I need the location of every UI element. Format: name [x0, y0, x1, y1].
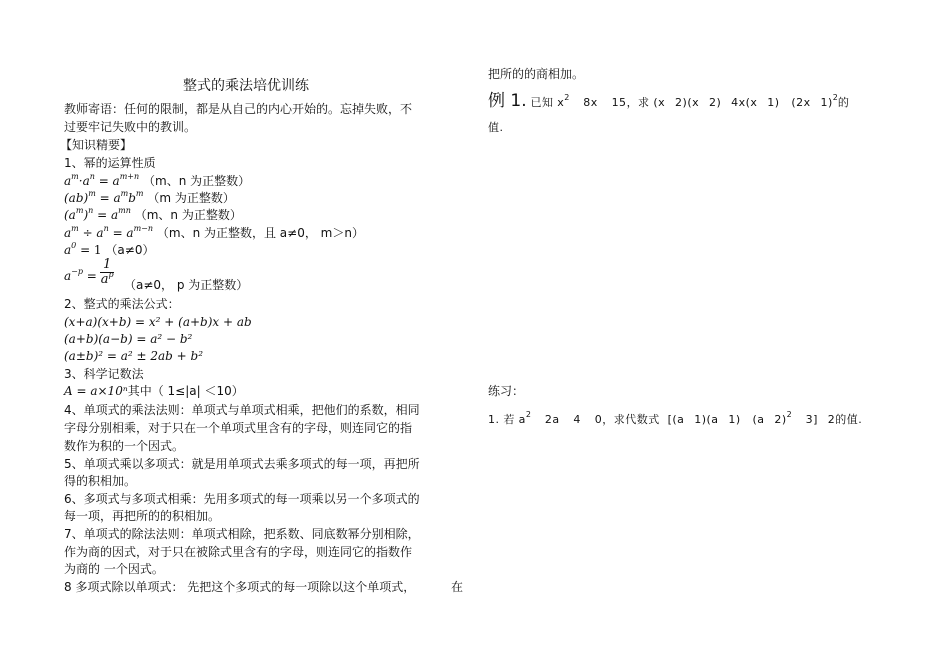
rule-6-line-2: 每一项，再把所的的积相加。	[64, 509, 221, 523]
q1-expr-1: [(a	[667, 413, 685, 426]
example-eq-b: 8x	[583, 96, 598, 109]
rule-4-line-2: 字母分别相乘，对于只在一个单项式里含有的字母，则连同它的指	[64, 421, 413, 435]
power-rule-5	[64, 242, 154, 258]
example-expr-g: 1)	[820, 96, 833, 109]
sci-formula: A = a×10ⁿ	[64, 384, 128, 398]
power-rules-heading: 1、幂的运算性质	[64, 156, 156, 170]
rule4-exp-3: m−n	[133, 224, 154, 233]
example-eq-a: x	[557, 96, 565, 109]
example-expr-f: (2x	[791, 96, 811, 109]
q1-expr-3: 1)	[728, 413, 741, 426]
example-1	[488, 93, 849, 111]
q1-expr-7: 2	[827, 413, 836, 426]
rule1-exp-m: m	[71, 172, 79, 181]
example-label: 例 1.	[488, 91, 527, 111]
rule-5-line-2: 得的积相加。	[64, 474, 137, 488]
rule4-mid: ÷ a	[78, 226, 104, 240]
power-rule-3	[64, 207, 242, 223]
example-ask: ，求	[626, 96, 650, 109]
rule-6-line-1: 6、多项式与多项式相乘：先用多项式的每一项乘以另一个多项式的	[64, 492, 420, 506]
rule5-note: （a≠0）	[105, 243, 155, 257]
product-formulas-heading: 2、整式的乘法公式：	[64, 297, 180, 311]
rule2-exp-3: m	[135, 189, 144, 198]
rule-7-line-1: 7、单项式的除法法则：单项式相除，把系数、同底数幂分别相除，	[64, 527, 420, 541]
example-expr-a: (x	[653, 96, 666, 109]
q1-expr-4: (a	[752, 413, 765, 426]
example-expr-c: 2)	[708, 96, 722, 109]
formula-1: (x+a)(x+b) = x² + (a+b)x + ab	[64, 315, 252, 329]
rule-7-line-3: 为商的 一个因式。	[64, 562, 164, 576]
rule5-formula: a	[64, 243, 72, 257]
rule3-mid: )	[83, 208, 89, 222]
rule3-formula: (a	[64, 208, 76, 222]
q1-ask: ，求代数式	[602, 413, 660, 426]
practice-heading: 练习：	[488, 384, 525, 398]
q1-c: 4	[573, 413, 581, 426]
rule-8-line-1: 8 多项式除以单项式： 先把这个多项式的每一项除以这个单项式，	[64, 580, 416, 594]
rule6-eq: =	[82, 269, 97, 283]
rule-5-line-1: 5、单项式乘以多项式：就是用单项式去乘多项式的每一项，再把所	[64, 457, 420, 471]
rule2-eq: = a	[95, 191, 121, 205]
fraction-numerator: 1	[100, 258, 114, 273]
rule2-mid: b	[128, 191, 136, 205]
rule3-note: （m、n 为正整数）	[134, 208, 242, 222]
rule1-note: （m、n 为正整数）	[143, 174, 251, 188]
rule3-exp-1: m	[75, 206, 84, 215]
rule6-lhs: a	[64, 269, 72, 283]
rule4-exp-1: m	[71, 224, 79, 233]
rule1-eq: = a	[94, 174, 120, 188]
power-rule-4	[64, 225, 364, 241]
rule2-note: （m 为正整数）	[147, 191, 235, 205]
sci-notation-line	[64, 383, 244, 399]
motto-line-2: 过要牢记失败中的教训。	[64, 120, 197, 134]
q1-expr-5: 2)	[774, 413, 787, 426]
practice-question-1	[488, 411, 862, 428]
example-expr-d: 4x(x	[731, 96, 758, 109]
example-tail: 的	[837, 96, 850, 109]
power-rule-6-fraction	[100, 258, 114, 287]
rule1-mid: ·a	[78, 174, 90, 188]
power-rule-2	[64, 190, 235, 206]
q1-expr-5-sup: 2	[786, 410, 792, 419]
example-line-2: 值.	[488, 121, 504, 134]
q1-b: 2a	[544, 413, 560, 426]
rule1-exp-sum: m+n	[119, 172, 140, 181]
example-eq-c: 15	[611, 96, 627, 109]
rule5-eq: = 1	[76, 243, 102, 257]
q1-given: 若	[503, 413, 515, 426]
rule4-formula: a	[64, 226, 72, 240]
rule3-exp-3: mn	[118, 206, 131, 215]
example-given: 已知	[530, 96, 554, 109]
rule2-formula: (ab)	[64, 191, 89, 205]
rule1-exp-n: n	[89, 172, 95, 181]
rule-8-line-1-end: 在	[451, 580, 464, 594]
sci-notation-heading: 3、科学记数法	[64, 367, 144, 381]
q1-a: a	[518, 413, 526, 426]
example-eq-a-sup: 2	[564, 93, 570, 102]
rule2-exp-1: m	[88, 189, 96, 198]
document-title: 整式的乘法培优训练	[183, 78, 309, 94]
formula-3: (a±b)² = a² ± 2ab + b²	[64, 349, 204, 363]
motto-line-1: 教师寄语：任何的限制，都是从自己的内心开始的。忘掉失败，不	[64, 102, 413, 116]
power-rule-6-lhs	[64, 268, 97, 284]
rule3-exp-2: n	[88, 206, 94, 215]
rule3-eq: = a	[93, 208, 119, 222]
q1-d: 0	[594, 413, 603, 426]
rule4-eq: = a	[108, 226, 134, 240]
example-expr-sup: 2	[832, 93, 838, 102]
rule-7-line-2: 作为商的因式，对于只在被除式里含有的字母，则连同它的指数作	[64, 545, 413, 559]
example-expr-b: 2)(x	[675, 96, 700, 109]
q1-label: 1.	[488, 413, 500, 426]
formula-2: (a+b)(a−b) = a² − b²	[64, 332, 193, 346]
q1-expr-6: 3]	[805, 413, 818, 426]
rule1-formula: a	[64, 174, 72, 188]
q1-tail: 的值.	[835, 413, 863, 426]
rule5-exp: 0	[71, 241, 77, 250]
rule6-note: （a≠0， p 为正整数）	[124, 278, 249, 292]
sci-note: 其中（ 1≤|a| ＜10）	[127, 384, 244, 398]
example-expr-e: 1)	[767, 96, 780, 109]
q1-a-sup: 2	[525, 410, 531, 419]
continued-text: 把所的的商相加。	[488, 67, 585, 81]
rule-4-line-1: 4、单项式的乘法法则：单项式与单项式相乘，把他们的系数，相同	[64, 403, 420, 417]
rule4-note: （m、n 为正整数，且 a≠0， m＞n）	[156, 226, 364, 240]
rule4-exp-2: n	[103, 224, 109, 233]
rule6-exp: −p	[71, 267, 83, 276]
rule2-exp-2: m	[120, 189, 129, 198]
fraction-den-base: a	[100, 272, 109, 287]
fraction-denominator	[100, 270, 114, 287]
q1-expr-2: 1)(a	[694, 413, 719, 426]
fraction-den-exp: p	[108, 270, 114, 279]
power-rule-1	[64, 173, 250, 189]
section-heading: 【知识精要】	[60, 138, 133, 152]
rule-4-line-3: 数作为积的一个因式。	[64, 439, 185, 453]
